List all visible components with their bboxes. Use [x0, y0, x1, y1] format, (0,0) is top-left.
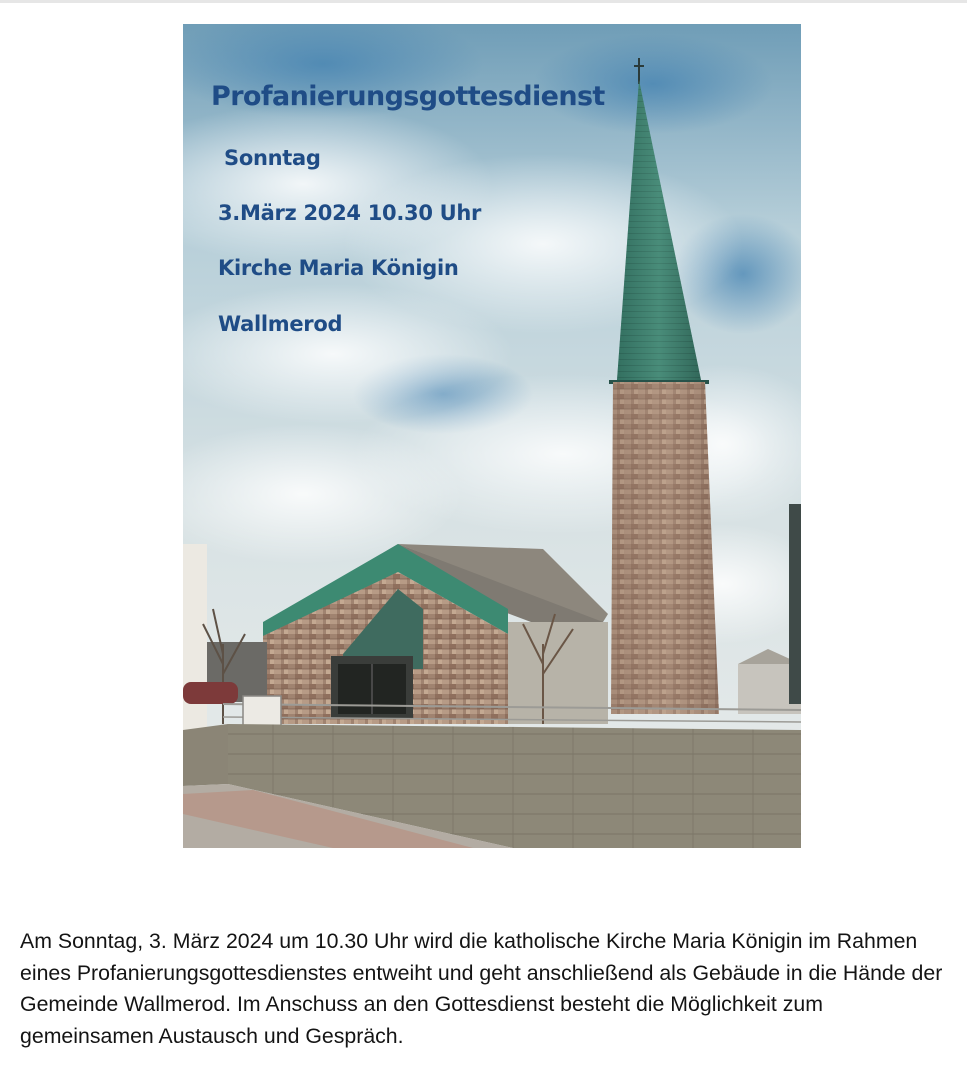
poster-church: Kirche Maria Königin: [218, 256, 459, 280]
poster-text-overlay: [183, 24, 801, 384]
top-divider: [0, 0, 967, 3]
event-poster: [183, 24, 801, 848]
announcement-paragraph: Am Sonntag, 3. März 2024 um 10.30 Uhr wird die katholische Kirche Maria Königin im Rahmen eines Profanierungsgottesdienstes entweiht und geht anschließend als Gebäude in die Hände der Gemeinde Wallmerod. Im Anschuss an den Gottesdienst besteht die Möglichkeit zum gemeinsamen Austausch und Gespräch.: [20, 929, 943, 1048]
poster-place: Wallmerod: [218, 312, 343, 336]
poster-title: Profanierungsgottesdienst: [211, 81, 605, 112]
poster-day: Sonntag: [224, 146, 321, 170]
poster-datetime: 3.März 2024 10.30 Uhr: [218, 201, 482, 225]
